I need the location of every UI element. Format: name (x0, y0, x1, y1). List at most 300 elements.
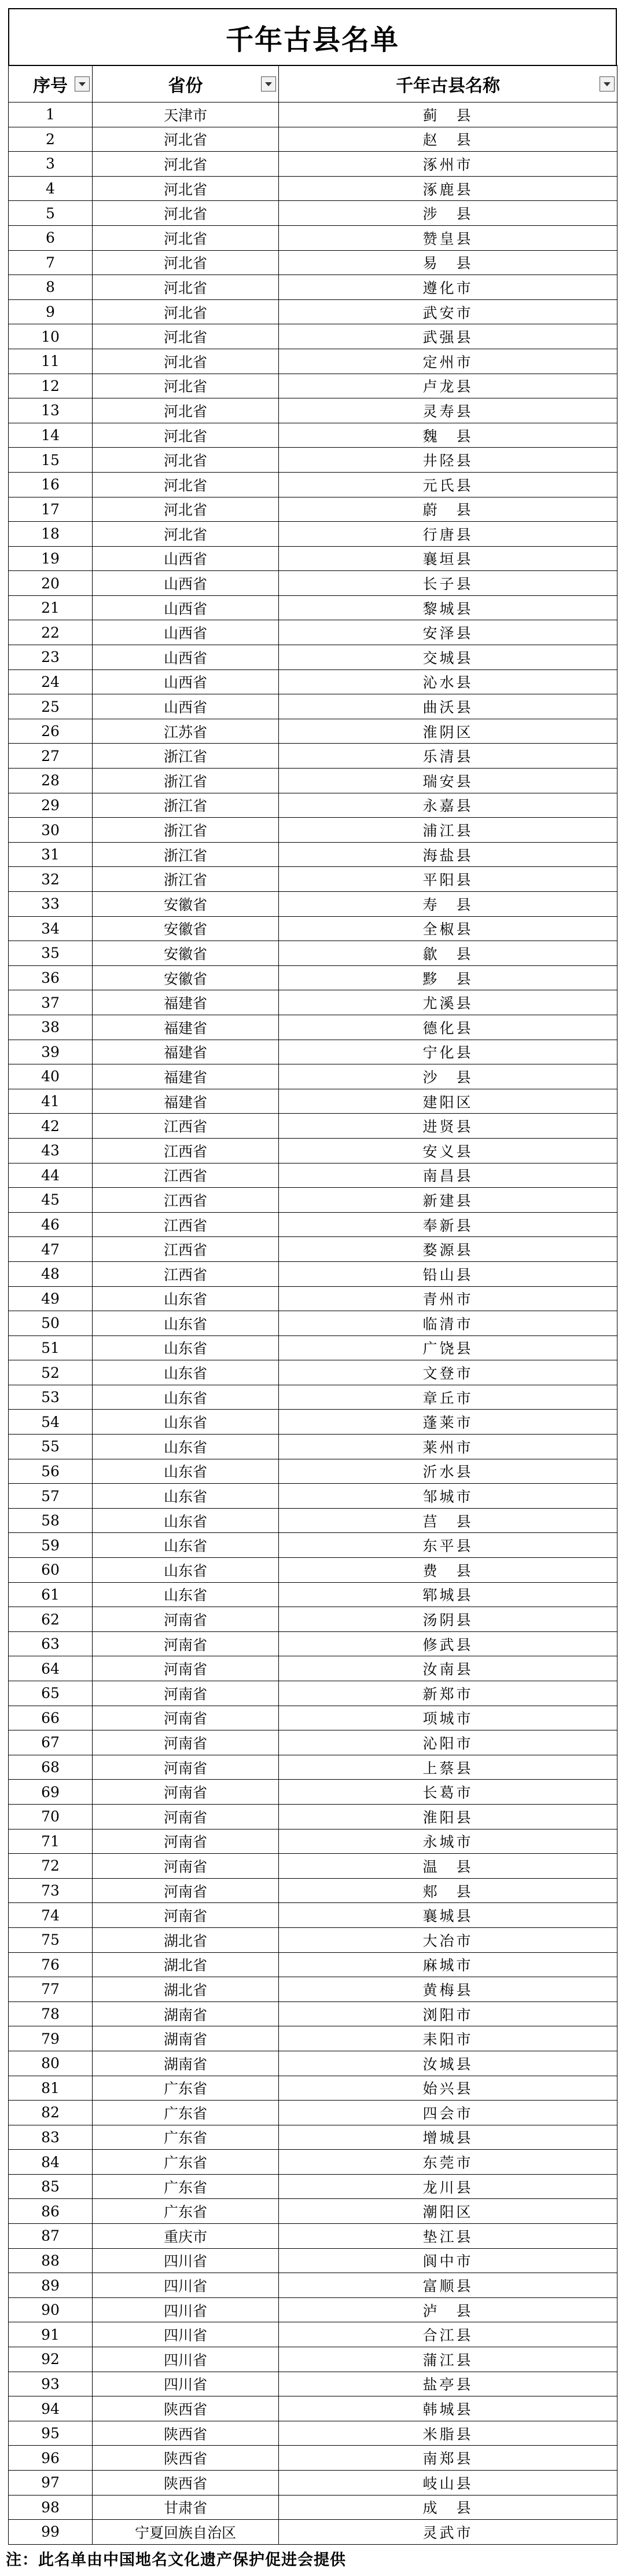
row-number-cell[interactable]: 52 (9, 1360, 93, 1385)
row-number-cell[interactable]: 99 (9, 2520, 93, 2545)
county-name-cell[interactable]: 黟 县 (279, 965, 617, 990)
row-number-cell[interactable]: 88 (9, 2248, 93, 2273)
county-name-cell[interactable]: 定州市 (279, 349, 617, 374)
row-number-cell[interactable]: 15 (9, 448, 93, 473)
county-name-cell[interactable]: 涿州市 (279, 152, 617, 177)
row-number-cell[interactable]: 60 (9, 1558, 93, 1583)
row-number-cell[interactable]: 84 (9, 2150, 93, 2175)
county-name-cell[interactable]: 全椒县 (279, 916, 617, 941)
county-name-cell[interactable]: 盐亭县 (279, 2372, 617, 2396)
row-number-cell[interactable]: 83 (9, 2125, 93, 2150)
county-name-cell[interactable]: 泸 县 (279, 2297, 617, 2322)
province-cell[interactable]: 陕西省 (93, 2471, 279, 2496)
province-cell[interactable]: 山东省 (93, 1410, 279, 1435)
row-number-cell[interactable]: 36 (9, 965, 93, 990)
row-number-cell[interactable]: 47 (9, 1237, 93, 1262)
province-cell[interactable]: 河北省 (93, 398, 279, 423)
province-cell[interactable]: 四川省 (93, 2347, 279, 2372)
province-cell[interactable]: 四川省 (93, 2297, 279, 2322)
row-number-cell[interactable]: 96 (9, 2446, 93, 2471)
province-cell[interactable]: 河南省 (93, 1878, 279, 1903)
province-cell[interactable]: 四川省 (93, 2372, 279, 2396)
province-cell[interactable]: 广东省 (93, 2076, 279, 2101)
county-name-cell[interactable]: 涉 县 (279, 201, 617, 226)
row-number-cell[interactable]: 46 (9, 1212, 93, 1237)
county-name-cell[interactable]: 淮阳县 (279, 1804, 617, 1829)
county-name-cell[interactable]: 南昌县 (279, 1163, 617, 1188)
row-number-cell[interactable]: 82 (9, 2101, 93, 2125)
province-cell[interactable]: 山东省 (93, 1286, 279, 1311)
row-number-cell[interactable]: 19 (9, 546, 93, 571)
province-cell[interactable]: 湖南省 (93, 2001, 279, 2026)
province-cell[interactable]: 河北省 (93, 423, 279, 448)
row-number-cell[interactable]: 25 (9, 694, 93, 719)
county-name-cell[interactable]: 郓城县 (279, 1582, 617, 1607)
county-name-cell[interactable]: 麻城市 (279, 1952, 617, 1977)
row-number-cell[interactable]: 8 (9, 275, 93, 300)
row-number-cell[interactable]: 35 (9, 941, 93, 966)
province-cell[interactable]: 山西省 (93, 595, 279, 620)
row-number-cell[interactable]: 70 (9, 1804, 93, 1829)
county-name-cell[interactable]: 韩城县 (279, 2396, 617, 2421)
row-number-cell[interactable]: 4 (9, 176, 93, 201)
province-cell[interactable]: 河北省 (93, 127, 279, 152)
province-cell[interactable]: 山西省 (93, 620, 279, 645)
province-cell[interactable]: 山东省 (93, 1385, 279, 1410)
county-name-cell[interactable]: 章丘市 (279, 1385, 617, 1410)
province-cell[interactable]: 山西省 (93, 694, 279, 719)
county-name-cell[interactable]: 广饶县 (279, 1335, 617, 1360)
row-number-cell[interactable]: 20 (9, 571, 93, 596)
county-name-cell[interactable]: 新建县 (279, 1188, 617, 1213)
county-name-cell[interactable]: 长子县 (279, 571, 617, 596)
province-cell[interactable]: 广东省 (93, 2125, 279, 2150)
province-cell[interactable]: 江西省 (93, 1114, 279, 1139)
county-name-cell[interactable]: 潮阳区 (279, 2199, 617, 2224)
province-cell[interactable]: 陕西省 (93, 2421, 279, 2446)
province-cell[interactable]: 山东省 (93, 1582, 279, 1607)
row-number-cell[interactable]: 26 (9, 719, 93, 744)
province-cell[interactable]: 河北省 (93, 201, 279, 226)
row-number-cell[interactable]: 42 (9, 1114, 93, 1139)
county-name-cell[interactable]: 歙 县 (279, 941, 617, 966)
province-cell[interactable]: 河北省 (93, 448, 279, 473)
county-name-cell[interactable]: 襄垣县 (279, 546, 617, 571)
row-number-cell[interactable]: 66 (9, 1706, 93, 1730)
county-name-cell[interactable]: 龙川县 (279, 2174, 617, 2199)
county-name-cell[interactable]: 邹城市 (279, 1484, 617, 1509)
row-number-cell[interactable]: 68 (9, 1755, 93, 1780)
row-number-cell[interactable]: 29 (9, 793, 93, 818)
row-number-cell[interactable]: 58 (9, 1508, 93, 1533)
province-cell[interactable]: 山东省 (93, 1558, 279, 1583)
province-cell[interactable]: 江西省 (93, 1237, 279, 1262)
county-name-cell[interactable]: 沁水县 (279, 669, 617, 694)
county-name-cell[interactable]: 建阳区 (279, 1089, 617, 1114)
county-name-cell[interactable]: 汝南县 (279, 1656, 617, 1681)
county-name-cell[interactable]: 永嘉县 (279, 793, 617, 818)
county-name-cell[interactable]: 增城县 (279, 2125, 617, 2150)
county-name-cell[interactable]: 赵 县 (279, 127, 617, 152)
row-number-cell[interactable]: 92 (9, 2347, 93, 2372)
row-number-cell[interactable]: 33 (9, 892, 93, 917)
province-cell[interactable]: 河南省 (93, 1656, 279, 1681)
province-cell[interactable]: 福建省 (93, 1040, 279, 1064)
province-cell[interactable]: 河南省 (93, 1607, 279, 1632)
row-number-cell[interactable]: 44 (9, 1163, 93, 1188)
county-name-cell[interactable]: 赞皇县 (279, 225, 617, 250)
row-number-cell[interactable]: 5 (9, 201, 93, 226)
province-cell[interactable]: 山东省 (93, 1335, 279, 1360)
county-name-cell[interactable]: 黎城县 (279, 595, 617, 620)
province-cell[interactable]: 河南省 (93, 1755, 279, 1780)
province-cell[interactable]: 河南省 (93, 1730, 279, 1755)
county-name-cell[interactable]: 郏 县 (279, 1878, 617, 1903)
province-cell[interactable]: 安徽省 (93, 916, 279, 941)
province-cell[interactable]: 河北省 (93, 176, 279, 201)
county-name-cell[interactable]: 涿鹿县 (279, 176, 617, 201)
row-number-cell[interactable]: 85 (9, 2174, 93, 2199)
province-cell[interactable]: 山西省 (93, 546, 279, 571)
row-number-cell[interactable]: 69 (9, 1780, 93, 1805)
county-name-cell[interactable]: 东莞市 (279, 2150, 617, 2175)
county-name-cell[interactable]: 蒲江县 (279, 2347, 617, 2372)
county-name-cell[interactable]: 合江县 (279, 2322, 617, 2347)
province-cell[interactable]: 山东省 (93, 1459, 279, 1484)
row-number-cell[interactable]: 90 (9, 2297, 93, 2322)
province-cell[interactable]: 河北省 (93, 152, 279, 177)
row-number-cell[interactable]: 28 (9, 769, 93, 793)
province-cell[interactable]: 浙江省 (93, 818, 279, 843)
county-name-cell[interactable]: 进贤县 (279, 1114, 617, 1139)
row-number-cell[interactable]: 34 (9, 916, 93, 941)
row-number-cell[interactable]: 93 (9, 2372, 93, 2396)
row-number-cell[interactable]: 24 (9, 669, 93, 694)
row-number-cell[interactable]: 16 (9, 472, 93, 497)
province-cell[interactable]: 四川省 (93, 2322, 279, 2347)
province-cell[interactable]: 河北省 (93, 472, 279, 497)
dropdown-filter-icon[interactable] (600, 76, 615, 92)
province-cell[interactable]: 河北省 (93, 522, 279, 547)
row-number-cell[interactable]: 45 (9, 1188, 93, 1213)
county-name-cell[interactable]: 曲沃县 (279, 694, 617, 719)
row-number-cell[interactable]: 40 (9, 1064, 93, 1089)
county-name-cell[interactable]: 寿 县 (279, 892, 617, 917)
province-cell[interactable]: 宁夏回族自治区 (93, 2520, 279, 2545)
province-cell[interactable]: 河南省 (93, 1780, 279, 1805)
row-number-cell[interactable]: 53 (9, 1385, 93, 1410)
county-name-cell[interactable]: 南郑县 (279, 2446, 617, 2471)
county-name-cell[interactable]: 上蔡县 (279, 1755, 617, 1780)
county-name-cell[interactable]: 临清市 (279, 1311, 617, 1336)
county-name-cell[interactable]: 淮阴区 (279, 719, 617, 744)
province-cell[interactable]: 浙江省 (93, 744, 279, 769)
county-name-cell[interactable]: 海盐县 (279, 842, 617, 867)
row-number-cell[interactable]: 73 (9, 1878, 93, 1903)
row-number-cell[interactable]: 41 (9, 1089, 93, 1114)
county-name-cell[interactable]: 成 县 (279, 2495, 617, 2520)
county-name-cell[interactable]: 蓬莱市 (279, 1410, 617, 1435)
province-cell[interactable]: 安徽省 (93, 892, 279, 917)
row-number-cell[interactable]: 98 (9, 2495, 93, 2520)
row-number-cell[interactable]: 21 (9, 595, 93, 620)
row-number-cell[interactable]: 31 (9, 842, 93, 867)
county-name-cell[interactable]: 费 县 (279, 1558, 617, 1583)
row-number-cell[interactable]: 23 (9, 645, 93, 670)
county-name-cell[interactable]: 汝城县 (279, 2051, 617, 2076)
row-number-cell[interactable]: 3 (9, 152, 93, 177)
row-number-cell[interactable]: 38 (9, 1015, 93, 1040)
county-name-cell[interactable]: 沙 县 (279, 1064, 617, 1089)
county-name-cell[interactable]: 汤阴县 (279, 1607, 617, 1632)
row-number-cell[interactable]: 55 (9, 1435, 93, 1459)
province-cell[interactable]: 浙江省 (93, 793, 279, 818)
county-name-cell[interactable]: 阆中市 (279, 2248, 617, 2273)
row-number-cell[interactable]: 50 (9, 1311, 93, 1336)
province-cell[interactable]: 陕西省 (93, 2396, 279, 2421)
province-cell[interactable]: 湖北省 (93, 1952, 279, 1977)
province-cell[interactable]: 山东省 (93, 1360, 279, 1385)
county-name-cell[interactable]: 耒阳市 (279, 2026, 617, 2051)
row-number-cell[interactable]: 7 (9, 250, 93, 275)
province-cell[interactable]: 浙江省 (93, 867, 279, 892)
row-number-cell[interactable]: 14 (9, 423, 93, 448)
row-number-cell[interactable]: 76 (9, 1952, 93, 1977)
row-number-cell[interactable]: 11 (9, 349, 93, 374)
province-cell[interactable]: 福建省 (93, 1089, 279, 1114)
province-cell[interactable]: 山西省 (93, 645, 279, 670)
province-cell[interactable]: 江西省 (93, 1261, 279, 1286)
row-number-cell[interactable]: 48 (9, 1261, 93, 1286)
province-cell[interactable]: 河南省 (93, 1903, 279, 1928)
row-number-cell[interactable]: 77 (9, 1977, 93, 2002)
province-cell[interactable]: 河南省 (93, 1631, 279, 1656)
province-cell[interactable]: 广东省 (93, 2101, 279, 2125)
county-name-cell[interactable]: 易 县 (279, 250, 617, 275)
row-number-cell[interactable]: 57 (9, 1484, 93, 1509)
row-number-cell[interactable]: 27 (9, 744, 93, 769)
row-number-cell[interactable]: 54 (9, 1410, 93, 1435)
row-number-cell[interactable]: 6 (9, 225, 93, 250)
row-number-cell[interactable]: 56 (9, 1459, 93, 1484)
county-name-cell[interactable]: 莱州市 (279, 1435, 617, 1459)
county-name-cell[interactable]: 宁化县 (279, 1040, 617, 1064)
province-cell[interactable]: 江西省 (93, 1212, 279, 1237)
province-cell[interactable]: 湖北省 (93, 1927, 279, 1952)
row-number-cell[interactable]: 89 (9, 2273, 93, 2298)
row-number-cell[interactable]: 63 (9, 1631, 93, 1656)
county-name-cell[interactable]: 德化县 (279, 1015, 617, 1040)
county-name-cell[interactable]: 浏阳市 (279, 2001, 617, 2026)
province-cell[interactable]: 山东省 (93, 1311, 279, 1336)
row-number-cell[interactable]: 17 (9, 497, 93, 522)
province-cell[interactable]: 河北省 (93, 250, 279, 275)
row-number-cell[interactable]: 87 (9, 2224, 93, 2249)
county-name-cell[interactable]: 蔚 县 (279, 497, 617, 522)
province-cell[interactable]: 河北省 (93, 497, 279, 522)
dropdown-filter-icon[interactable] (75, 76, 90, 92)
province-cell[interactable]: 河北省 (93, 225, 279, 250)
county-name-cell[interactable]: 襄城县 (279, 1903, 617, 1928)
county-name-cell[interactable]: 元氏县 (279, 472, 617, 497)
province-cell[interactable]: 山东省 (93, 1484, 279, 1509)
county-name-cell[interactable]: 瑞安县 (279, 769, 617, 793)
province-cell[interactable]: 福建省 (93, 990, 279, 1015)
province-cell[interactable]: 河南省 (93, 1804, 279, 1829)
county-name-cell[interactable]: 灵寿县 (279, 398, 617, 423)
province-cell[interactable]: 湖北省 (93, 1977, 279, 2002)
county-name-cell[interactable]: 魏 县 (279, 423, 617, 448)
province-cell[interactable]: 河北省 (93, 324, 279, 349)
county-name-cell[interactable]: 四会市 (279, 2101, 617, 2125)
county-name-cell[interactable]: 永城市 (279, 1829, 617, 1854)
province-cell[interactable]: 江西省 (93, 1138, 279, 1163)
county-name-cell[interactable]: 灵武市 (279, 2520, 617, 2545)
row-number-cell[interactable]: 2 (9, 127, 93, 152)
row-number-cell[interactable]: 86 (9, 2199, 93, 2224)
county-name-cell[interactable]: 青州市 (279, 1286, 617, 1311)
county-name-cell[interactable]: 沁阳市 (279, 1730, 617, 1755)
province-cell[interactable]: 安徽省 (93, 965, 279, 990)
province-cell[interactable]: 广东省 (93, 2174, 279, 2199)
row-number-cell[interactable]: 22 (9, 620, 93, 645)
province-cell[interactable]: 河北省 (93, 349, 279, 374)
row-number-cell[interactable]: 32 (9, 867, 93, 892)
county-name-cell[interactable]: 温 县 (279, 1854, 617, 1879)
province-cell[interactable]: 山东省 (93, 1508, 279, 1533)
county-name-cell[interactable]: 婺源县 (279, 1237, 617, 1262)
county-name-cell[interactable]: 蓟 县 (279, 103, 617, 127)
county-name-cell[interactable]: 岐山县 (279, 2471, 617, 2496)
row-number-cell[interactable]: 39 (9, 1040, 93, 1064)
row-number-cell[interactable]: 30 (9, 818, 93, 843)
county-name-cell[interactable]: 遵化市 (279, 275, 617, 300)
province-cell[interactable]: 河南省 (93, 1829, 279, 1854)
province-cell[interactable]: 四川省 (93, 2273, 279, 2298)
row-number-cell[interactable]: 62 (9, 1607, 93, 1632)
county-name-cell[interactable]: 富顺县 (279, 2273, 617, 2298)
row-number-cell[interactable]: 59 (9, 1533, 93, 1558)
county-name-cell[interactable]: 大冶市 (279, 1927, 617, 1952)
row-number-cell[interactable]: 78 (9, 2001, 93, 2026)
county-name-cell[interactable]: 交城县 (279, 645, 617, 670)
county-name-cell[interactable]: 卢龙县 (279, 374, 617, 398)
row-number-cell[interactable]: 80 (9, 2051, 93, 2076)
province-cell[interactable]: 湖南省 (93, 2051, 279, 2076)
county-name-cell[interactable]: 乐清县 (279, 744, 617, 769)
province-cell[interactable]: 湖南省 (93, 2026, 279, 2051)
row-number-cell[interactable]: 37 (9, 990, 93, 1015)
province-cell[interactable]: 广东省 (93, 2150, 279, 2175)
county-name-cell[interactable]: 米脂县 (279, 2421, 617, 2446)
row-number-cell[interactable]: 65 (9, 1681, 93, 1706)
row-number-cell[interactable]: 81 (9, 2076, 93, 2101)
county-name-cell[interactable]: 武安市 (279, 299, 617, 324)
row-number-cell[interactable]: 13 (9, 398, 93, 423)
county-name-cell[interactable]: 奉新县 (279, 1212, 617, 1237)
row-number-cell[interactable]: 91 (9, 2322, 93, 2347)
county-name-cell[interactable]: 行唐县 (279, 522, 617, 547)
county-name-cell[interactable]: 武强县 (279, 324, 617, 349)
county-name-cell[interactable]: 修武县 (279, 1631, 617, 1656)
province-cell[interactable]: 浙江省 (93, 769, 279, 793)
row-number-cell[interactable]: 49 (9, 1286, 93, 1311)
county-name-cell[interactable]: 铅山县 (279, 1261, 617, 1286)
row-number-cell[interactable]: 74 (9, 1903, 93, 1928)
province-cell[interactable]: 河北省 (93, 299, 279, 324)
county-name-cell[interactable]: 井陉县 (279, 448, 617, 473)
province-cell[interactable]: 江苏省 (93, 719, 279, 744)
province-cell[interactable]: 浙江省 (93, 842, 279, 867)
province-cell[interactable]: 四川省 (93, 2248, 279, 2273)
row-number-cell[interactable]: 1 (9, 103, 93, 127)
row-number-cell[interactable]: 9 (9, 299, 93, 324)
province-cell[interactable]: 山西省 (93, 571, 279, 596)
row-number-cell[interactable]: 75 (9, 1927, 93, 1952)
row-number-cell[interactable]: 61 (9, 1582, 93, 1607)
county-name-cell[interactable]: 东平县 (279, 1533, 617, 1558)
county-name-cell[interactable]: 始兴县 (279, 2076, 617, 2101)
row-number-cell[interactable]: 43 (9, 1138, 93, 1163)
row-number-cell[interactable]: 97 (9, 2471, 93, 2496)
row-number-cell[interactable]: 71 (9, 1829, 93, 1854)
county-name-cell[interactable]: 黄梅县 (279, 1977, 617, 2002)
county-name-cell[interactable]: 长葛市 (279, 1780, 617, 1805)
province-cell[interactable]: 河南省 (93, 1681, 279, 1706)
row-number-cell[interactable]: 10 (9, 324, 93, 349)
province-cell[interactable]: 河北省 (93, 374, 279, 398)
row-number-cell[interactable]: 12 (9, 374, 93, 398)
province-cell[interactable]: 陕西省 (93, 2446, 279, 2471)
province-cell[interactable]: 江西省 (93, 1163, 279, 1188)
province-cell[interactable]: 福建省 (93, 1064, 279, 1089)
province-cell[interactable]: 福建省 (93, 1015, 279, 1040)
county-name-cell[interactable]: 安泽县 (279, 620, 617, 645)
county-name-cell[interactable]: 尤溪县 (279, 990, 617, 1015)
row-number-cell[interactable]: 51 (9, 1335, 93, 1360)
province-cell[interactable]: 重庆市 (93, 2224, 279, 2249)
row-number-cell[interactable]: 72 (9, 1854, 93, 1879)
province-cell[interactable]: 山东省 (93, 1533, 279, 1558)
province-cell[interactable]: 山东省 (93, 1435, 279, 1459)
province-cell[interactable]: 河北省 (93, 275, 279, 300)
province-cell[interactable]: 山西省 (93, 669, 279, 694)
province-cell[interactable]: 安徽省 (93, 941, 279, 966)
county-name-cell[interactable]: 文登市 (279, 1360, 617, 1385)
row-number-cell[interactable]: 64 (9, 1656, 93, 1681)
county-name-cell[interactable]: 沂水县 (279, 1459, 617, 1484)
province-cell[interactable]: 天津市 (93, 103, 279, 127)
county-name-cell[interactable]: 项城市 (279, 1706, 617, 1730)
county-name-cell[interactable]: 平阳县 (279, 867, 617, 892)
province-cell[interactable]: 甘肃省 (93, 2495, 279, 2520)
row-number-cell[interactable]: 18 (9, 522, 93, 547)
row-number-cell[interactable]: 94 (9, 2396, 93, 2421)
county-name-cell[interactable]: 安义县 (279, 1138, 617, 1163)
county-name-cell[interactable]: 浦江县 (279, 818, 617, 843)
province-cell[interactable]: 河南省 (93, 1706, 279, 1730)
county-name-cell[interactable]: 垫江县 (279, 2224, 617, 2249)
county-name-cell[interactable]: 新郑市 (279, 1681, 617, 1706)
province-cell[interactable]: 河南省 (93, 1854, 279, 1879)
row-number-cell[interactable]: 67 (9, 1730, 93, 1755)
row-number-cell[interactable]: 79 (9, 2026, 93, 2051)
dropdown-filter-icon[interactable] (261, 76, 276, 92)
province-cell[interactable]: 江西省 (93, 1188, 279, 1213)
county-name-cell[interactable]: 莒 县 (279, 1508, 617, 1533)
province-cell[interactable]: 广东省 (93, 2199, 279, 2224)
row-number-cell[interactable]: 95 (9, 2421, 93, 2446)
